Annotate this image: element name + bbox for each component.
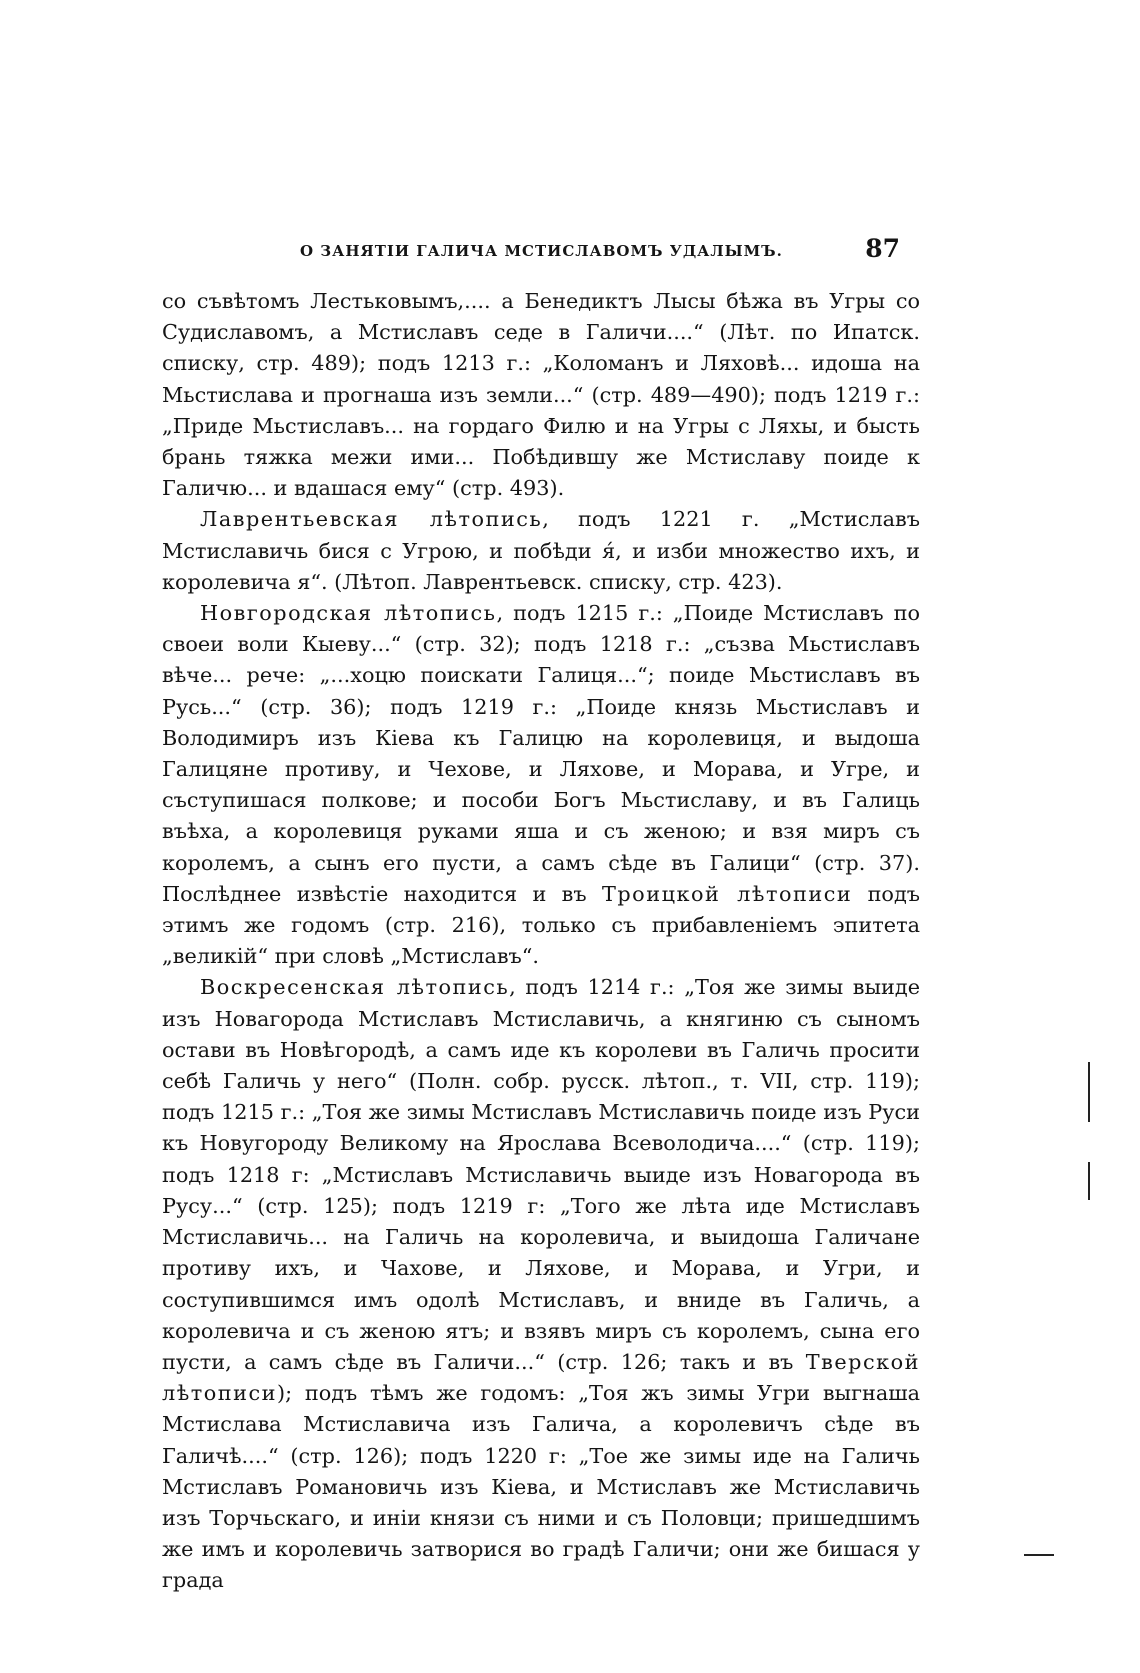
paragraph-text: , подъ 1221 г. „Мстиславъ Мстиславичь бися с Угрою, и побѣди я́, и изби множество ихъ, и королевича я“. (Лѣтоп. Лаврентьевск. списку, стр. 423). [162,507,920,594]
running-header [160,234,922,266]
chronicle-title-tver: Тверской лѣтописи [162,1349,920,1406]
paragraph-text: со съвѣтомъ Лестьковымъ,.... а Бенедиктъ Лысы бѣжа въ Угры со Судиславомъ, а Мстиславъ седе в Галичи....“ (Лѣт. по Ипатск. списку, стр. 489); подъ 1213 г.: „Коломанъ и Ляховѣ... идоша на Мьстислава и прогнаша изъ земли...“ (стр. 489—490); подъ 1219 г.: „Приде Мьстиславъ... на гордаго Филю и на Угры с Ляхы, и бысть брань тяжка межи ими... Побѣдившу же Мстиславу поиде к Галичю... и вдашася ему“ (стр. 493). [162,289,920,501]
paragraph-text: , подъ 1215 г.: „Поиде Мстиславъ по своеи воли Кыеву...“ (стр. 32); подъ 1218 г.: „съзва Мьстиславъ вѣче... рече: „...хоцю поискати Галиця...“; поиде Мьстиславъ въ Русь...“ (стр. 36); подъ 1219 г.: „Поиде князь Мьстиславъ и Володимиръ изъ Кіева къ Галицю на королевиця, и выдоша Галицяне противу, и Чехове, и Ляхове, и Морава, и Угре, и съступишася полкове; и пособи Богъ Мьстиславу, и въ Галиць въѣха, а королевиця руками яша и съ женою; и взя миръ съ королемъ, а сынъ его пусти, а самъ сѣде въ Галици“ (стр. 37). Послѣднее извѣстіе находится и въ [162,601,920,906]
chronicle-title-laurentian: Лаврентьевская лѣтопись [200,507,543,532]
chronicle-title-voskresensk: Воскресенская лѣтопись [200,975,510,1000]
chronicle-title-novgorod: Новгородская лѣтопись [200,601,497,626]
chronicle-title-troitsk: Троицкой лѣтописи [602,881,853,906]
scan-margin-line [1088,1162,1090,1200]
paragraph-text: подъ этимъ же годомъ (стр. 216), только съ прибавленіемъ эпитета „великій“ при словѣ „Мстиславъ“. [162,881,920,969]
paragraph-novgorod-chronicle [162,598,920,972]
page-number: 87 [865,234,900,263]
scan-margin-dash [1024,1554,1054,1556]
paragraph-laurentian-chronicle [162,504,920,598]
scan-margin-line [1088,1062,1090,1122]
running-title: О ЗАНЯТІИ ГАЛИЧА МСТИСЛАВОМЪ УДАЛЫМЪ. [300,242,783,260]
paragraph-text: ); подъ тѣмъ же годомъ: „Тоя жъ зимы Угри выгнаша Мстислава Мстиславича изъ Галича, а королевичъ сѣде въ Галичѣ....“ (стр. 126); подъ 1220 г: „Тое же зимы иде на Галичь Мстиславъ Романовичь изъ Кіева, и Мстиславъ же Мстиславичь изъ Торчьскаго, и иніи князи съ ними и съ Половци; пришедшимъ же имъ и королевичь затворися во градѣ Галичи; они же бишася у града [162,1381,920,1593]
body-text [162,286,920,1597]
paragraph-ipatiev-continuation [162,286,920,504]
paragraph-resurrection-chronicle [162,972,920,1596]
paragraph-text: , подъ 1214 г.: „Тоя же зимы выиде изъ Новагорода Мстиславъ Мстиславичь, а княгиню съ сыномъ остави въ Новѣгородѣ, а самъ иде къ королеви въ Галичь просити себѣ Галичь у него“ (Полн. собр. русск. лѣтоп., т. VII, стр. 119); подъ 1215 г.: „Тоя же зимы Мстиславъ Мстиславичь поиде изъ Руси къ Новугороду Великому на Ярослава Всеволодича....“ (стр. 119); подъ 1218 г: „Мстиславъ Мстиславичь выиде изъ Новагорода въ Русу...“ (стр. 125); подъ 1219 г: „Того же лѣта иде Мстиславъ Мстиславичь... на Галичь на королевича, и выидоша Галичане противу ихъ, и Чахове, и Ляхове, и Морава, и Угри, и соступившимся имъ одолѣ Мстиславъ, и вниде въ Галичь, а королевича и съ женою ятъ; и взявъ миръ съ королемъ, сына его пусти, а самъ сѣде въ Галичи...“ (стр. 126; такъ и въ [162,975,921,1374]
